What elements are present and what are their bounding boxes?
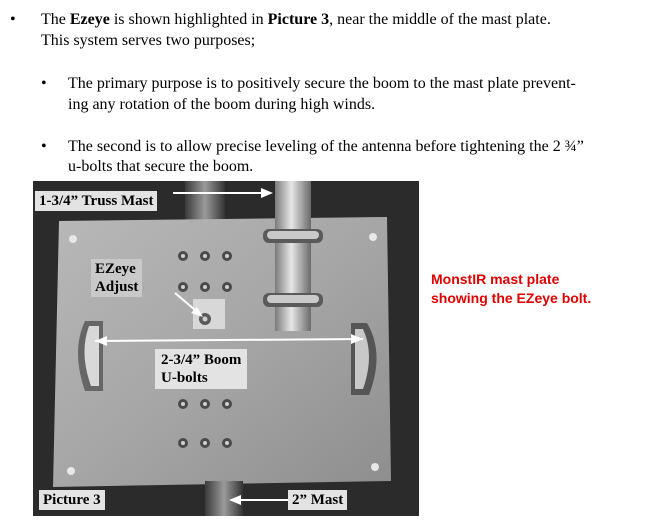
bullet-2-line-2: ing any rotation of the boom during high winds. (68, 96, 376, 113)
text-run: , near the middle of the mast plate. (329, 11, 551, 28)
bullet-3-line-2: u-bolts that secure the boom. (68, 158, 254, 175)
label-boom-ubolts (155, 349, 247, 389)
label-2in-mast: 2” Mast (288, 490, 347, 510)
label-ezeye-adjust (91, 259, 142, 297)
photo-caption (431, 270, 651, 308)
label-ezeye-line2: Adjust (95, 279, 139, 295)
label-picture-3: Picture 3 (39, 490, 105, 510)
text-run: The (41, 11, 70, 28)
text-run-bold: Picture 3 (267, 11, 330, 28)
text-run-bold: Ezeye (69, 11, 110, 28)
text-run: is shown highlighted in (109, 11, 268, 28)
label-boom-line2: U-bolts (161, 370, 208, 386)
caption-line-2: showing the EZeye bolt. (431, 290, 592, 306)
bullet-2-line-1: The primary purpose is to positively secure the boom to the mast plate prevent- (68, 75, 576, 92)
mast-plate-photo (33, 181, 419, 516)
bullet-marker: • (41, 138, 47, 155)
bullet-3-line-1: The second is to allow precise leveling of the antenna before tightening the 2 ¾” (68, 138, 584, 155)
caption-line-1: MonstIR mast plate (431, 271, 560, 287)
bullet-1-line-2: This system serves two purposes; (41, 32, 256, 49)
label-truss-mast: 1-3/4” Truss Mast (35, 191, 157, 211)
bullet-1-line-1 (41, 9, 551, 30)
bullet-marker: • (41, 75, 47, 92)
bullet-marker: • (10, 11, 16, 28)
label-boom-line1: 2-3/4” Boom (161, 352, 242, 368)
label-ezeye-line1: EZeye (95, 261, 136, 277)
